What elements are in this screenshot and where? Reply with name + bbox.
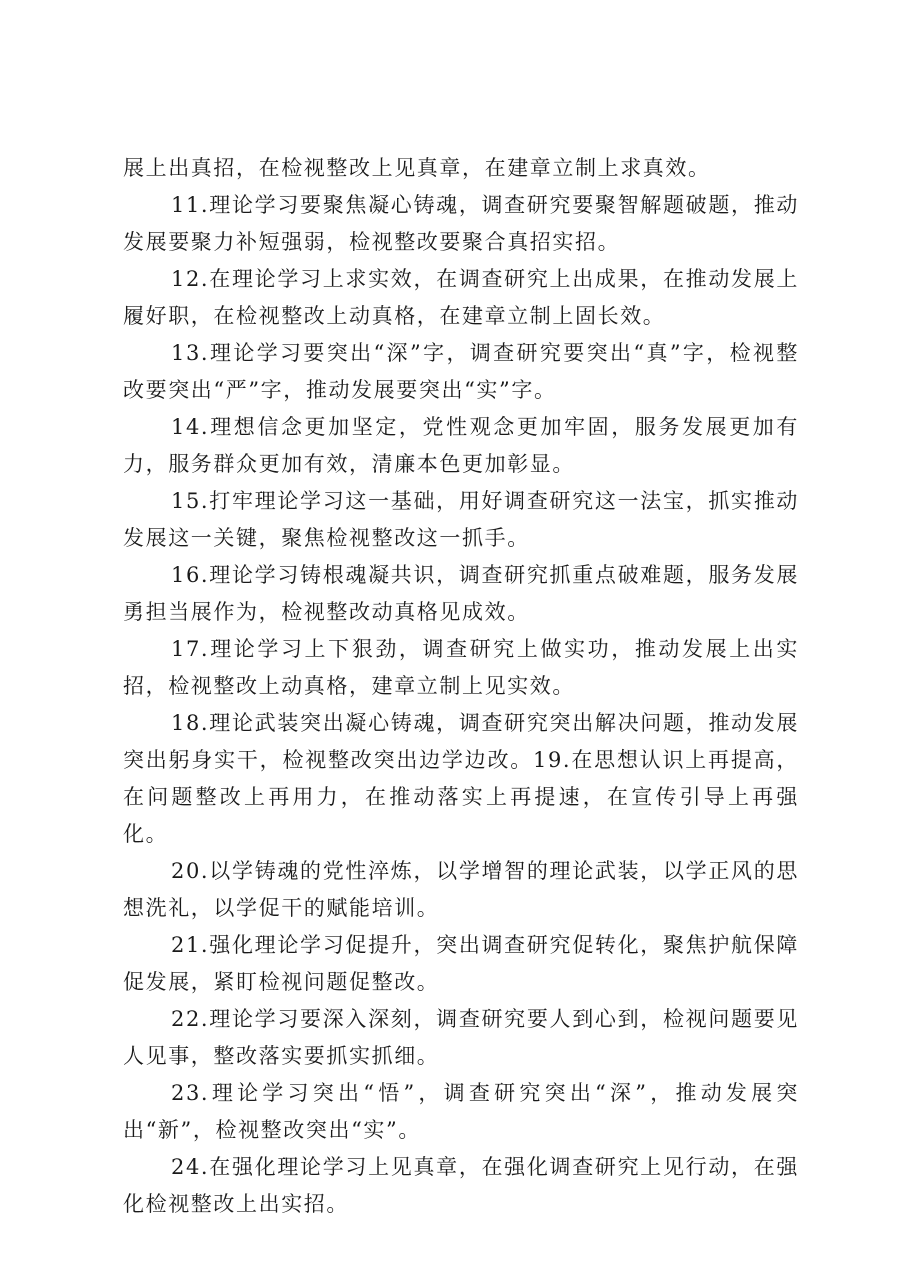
paragraph-item-15: 15.打牢理论学习这一基础，用好调查研究这一法宝，抓实推动发展这一关键，聚焦检视整改这一抓手。 xyxy=(123,489,799,550)
paragraph-item-22: 22.理论学习要深入深刻，调查研究要人到心到，检视问题要见人见事，整改落实要抓实抓细。 xyxy=(123,1007,799,1068)
paragraph-continued: 展上出真招，在检视整改上见真章，在建章立制上求真效。 xyxy=(123,156,711,180)
paragraph-item-13: 13.理论学习要突出“深”字，调查研究要突出“真”字，检视整改要突出“严”字，推动发展要突出“实”字。 xyxy=(123,341,799,402)
paragraph-item-11: 11.理论学习要聚焦凝心铸魂，调查研究要聚智解题破题，推动发展要聚力补短强弱，检视整改要聚合真招实招。 xyxy=(123,193,799,254)
paragraph-item-20: 20.以学铸魂的党性淬炼，以学增智的理论武装，以学正风的思想洗礼，以学促干的赋能培训。 xyxy=(123,859,799,920)
paragraph-item-14: 14.理想信念更加坚定，党性观念更加牢固，服务发展更加有力，服务群众更加有效，清廉本色更加彰显。 xyxy=(123,415,799,476)
paragraph-item-21: 21.强化理论学习促提升，突出调查研究促转化，聚焦护航保障促发展，紧盯检视问题促整改。 xyxy=(123,933,799,994)
paragraph-item-12: 12.在理论学习上求实效，在调查研究上出成果，在推动发展上履好职，在检视整改上动真格，在建章立制上固长效。 xyxy=(123,267,799,328)
paragraph-item-16: 16.理论学习铸根魂凝共识，调查研究抓重点破难题，服务发展勇担当展作为，检视整改动真格见成效。 xyxy=(123,563,799,624)
paragraph-item-17: 17.理论学习上下狠劲，调查研究上做实功，推动发展上出实招，检视整改上动真格，建章立制上见实效。 xyxy=(123,637,799,698)
document-body xyxy=(123,150,799,1223)
paragraph-item-18-19: 18.理论武装突出凝心铸魂，调查研究突出解决问题，推动发展突出躬身实干，检视整改突出边学边改。19.在思想认识上再提高，在问题整改上再用力，在推动落实上再提速，在宣传引导上再强化。 xyxy=(123,711,799,846)
paragraph-item-24: 24.在强化理论学习上见真章，在强化调查研究上见行动，在强化检视整改上出实招。 xyxy=(123,1155,799,1216)
paragraph-item-23: 23.理论学习突出“悟”，调查研究突出“深”，推动发展突出“新”，检视整改突出“实”。 xyxy=(123,1081,799,1142)
